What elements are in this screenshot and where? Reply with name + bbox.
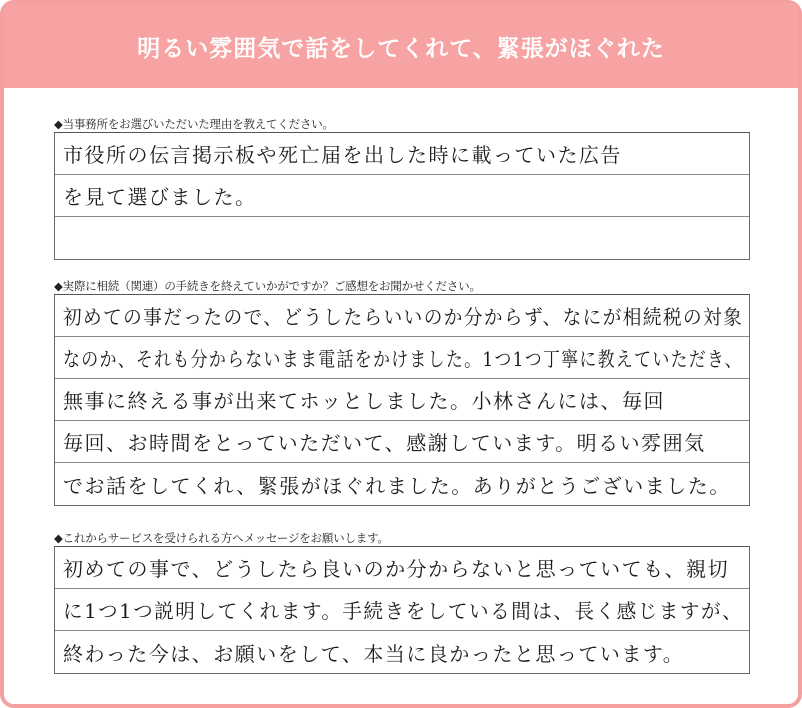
handwritten-text: に1つ1つ説明してくれます。手続きをしている間は、長く感じますが、: [63, 599, 744, 623]
card-header: [4, 4, 798, 88]
handwritten-text: 初めての事で、どうしたら良いのか分からないと思っていても、親切: [63, 557, 730, 581]
answer-box: [54, 132, 750, 260]
answer-line: [55, 133, 749, 175]
answer-line: [55, 589, 749, 631]
question-label: ◆実際に相続（関連）の手続きを終えていかがですか？ご感想をお聞かせください。: [54, 279, 481, 293]
question-section-impressions: [54, 278, 750, 506]
answer-line: [55, 295, 749, 337]
answer-line: [55, 547, 749, 589]
answer-line: [55, 631, 749, 673]
handwritten-text: でお話をしてくれ、緊張がほぐれました。ありがとうございました。: [63, 473, 731, 498]
handwritten-text: 初めての事だったので、どうしたらいいのか分からず、なにが相続税の対象: [63, 305, 744, 329]
answer-line: [55, 175, 749, 217]
card-title: 明るい雰囲気で話をしてくれて、緊張がほぐれた: [137, 35, 665, 62]
handwritten-text: 無事に終える事が出来てホッとしました。小林さんには、毎回: [63, 389, 665, 413]
answer-line: [55, 379, 749, 421]
answer-line: [55, 337, 749, 379]
handwritten-text: なのか、それも分からないまま電話をかけました。1つ1つ丁寧に教えていただき、: [63, 347, 743, 371]
question-section-message: [54, 530, 750, 674]
questionnaire-sheet: [34, 90, 770, 702]
answer-line: [55, 217, 749, 259]
answer-line: [55, 463, 749, 505]
question-label: ◆当事務所をお選びいただいた理由を教えてください。: [54, 117, 334, 131]
handwritten-text: 市役所の伝言掲示板や死亡届を出した時に載っていた広告: [63, 143, 622, 167]
answer-box: [54, 546, 750, 674]
handwritten-text: 終わった今は、お願いをして、本当に良かったと思っています。: [63, 641, 685, 666]
question-section-reason: [54, 116, 750, 260]
answer-line: [55, 421, 749, 463]
handwritten-text: 毎回、お時間をとっていただいて、感謝しています。明るい雰囲気: [63, 431, 706, 455]
handwritten-text: を見て選びました。: [63, 185, 257, 209]
question-label: ◆これからサービスを受けられる方へメッセージをお願いします。: [54, 531, 389, 545]
answer-box: [54, 294, 750, 506]
